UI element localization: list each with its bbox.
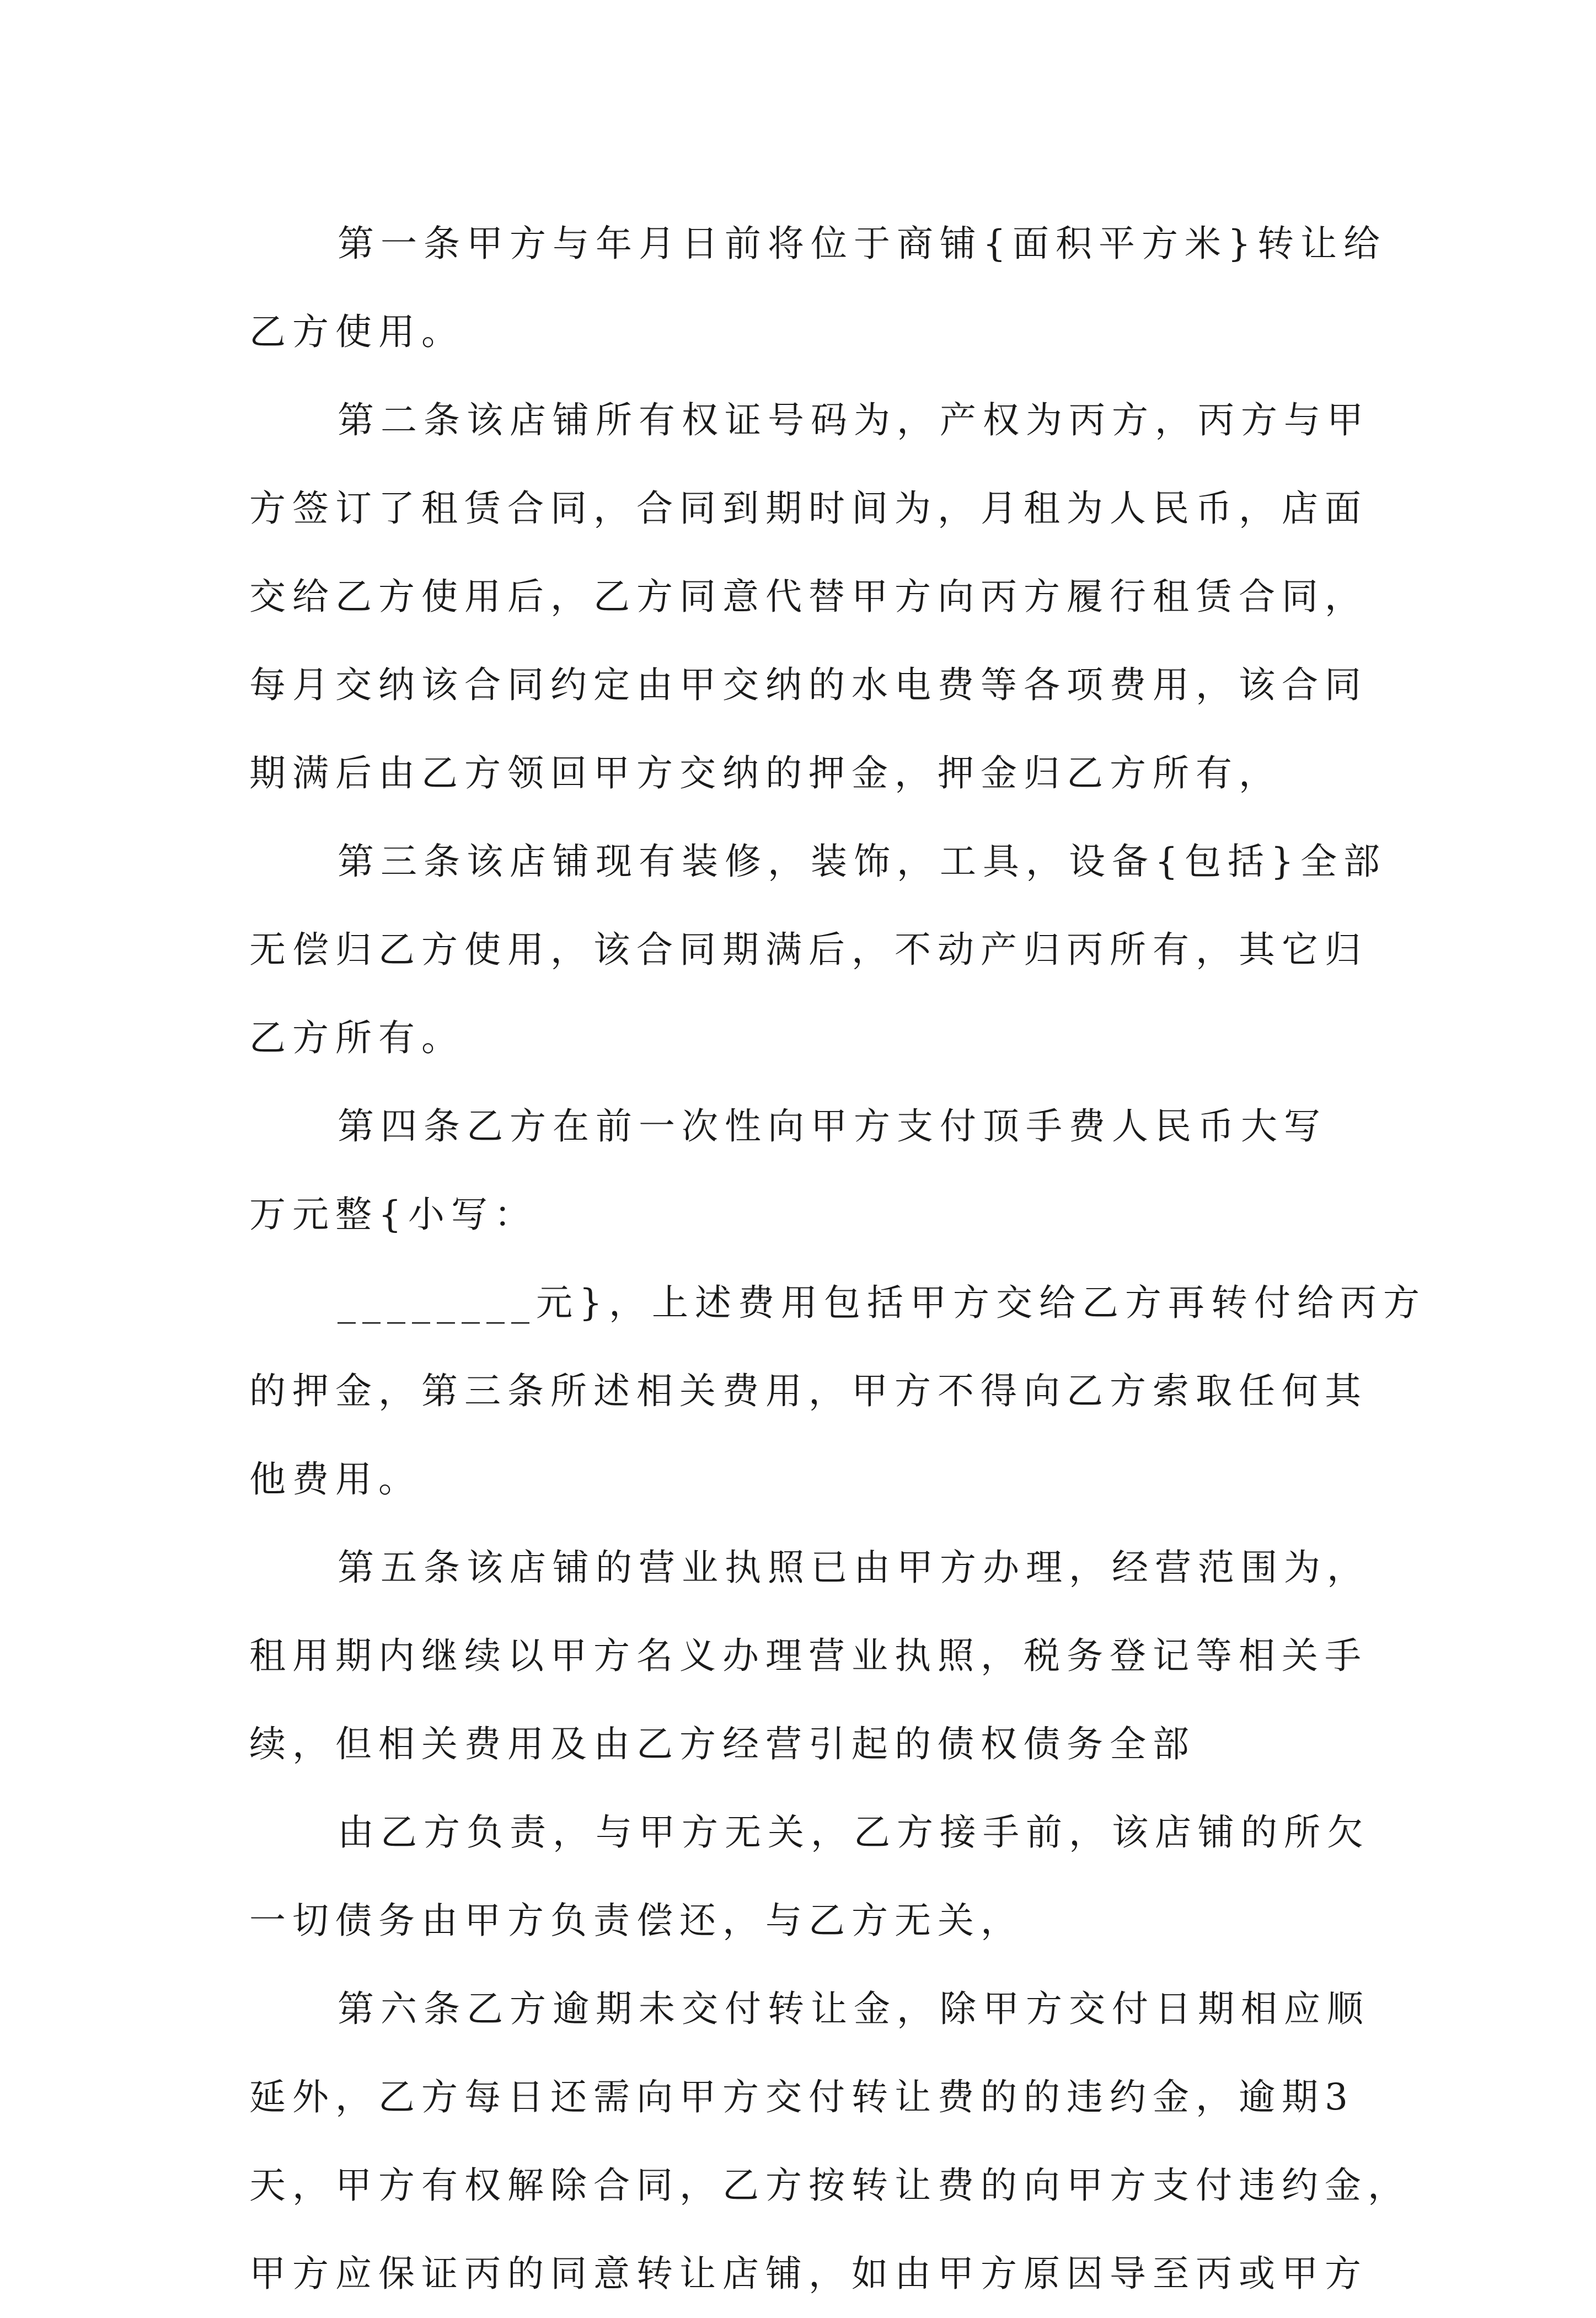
text-line: 一切债务由甲方负责偿还，与乙方无关，	[249, 1899, 1024, 1942]
text-line: 每月交纳该合同约定由甲交纳的水电费等各项费用，该合同	[249, 664, 1368, 706]
text-line: 第三条该店铺现有装修，装饰，工具，设备{包括}全部	[338, 840, 1386, 883]
text-line: 乙方使用。	[249, 311, 464, 353]
text-line: 天，甲方有权解除合同，乙方按转让费的向甲方支付违约金，	[249, 2164, 1411, 2207]
text-line: 期满后由乙方领回甲方交纳的押金，押金归乙方所有，	[249, 752, 1282, 794]
text-line: 第一条甲方与年月日前将位于商铺{面积平方米}转让给	[338, 222, 1386, 265]
text-line: 第五条该店铺的营业执照已由甲方办理，经营范围为，	[338, 1546, 1370, 1589]
document-body	[249, 200, 1426, 2318]
text-line: 乙方所有。	[249, 1017, 464, 1059]
text-line: 续，但相关费用及由乙方经营引起的债权债务全部	[249, 1723, 1196, 1765]
text-line: 第六条乙方逾期未交付转让金，除甲方交付日期相应顺	[338, 1988, 1370, 2030]
text-line: 万元整{小写：	[249, 1193, 537, 1236]
text-line: 交给乙方使用后，乙方同意代替甲方向丙方履行租赁合同，	[249, 575, 1368, 618]
text-line: 方签订了租赁合同，合同到期时间为，月租为人民币，店面	[249, 487, 1368, 530]
text-line: 延外，乙方每日还需向甲方交付转让费的的违约金，逾期3	[249, 2076, 1354, 2118]
text-line: 第二条该店铺所有权证号码为，产权为丙方，丙方与甲	[338, 399, 1370, 441]
text-line: 由乙方负责，与甲方无关，乙方接手前，该店铺的所欠	[338, 1811, 1370, 1854]
text-line: 他费用。	[249, 1458, 421, 1500]
text-line: ________元}，上述费用包括甲方交给乙方再转付给丙方	[338, 1281, 1426, 1324]
text-line: 第四条乙方在前一次性向甲方支付顶手费人民币大写	[338, 1105, 1327, 1147]
text-line: 的押金，第三条所述相关费用，甲方不得向乙方索取任何其	[249, 1370, 1368, 1412]
text-line: 无偿归乙方使用，该合同期满后，不动产归丙所有，其它归	[249, 928, 1368, 971]
text-line: 甲方应保证丙的同意转让店铺，如由甲方原因导至丙或甲方	[249, 2252, 1368, 2295]
text-line: 租用期内继续以甲方名义办理营业执照，税务登记等相关手	[249, 1635, 1368, 1677]
